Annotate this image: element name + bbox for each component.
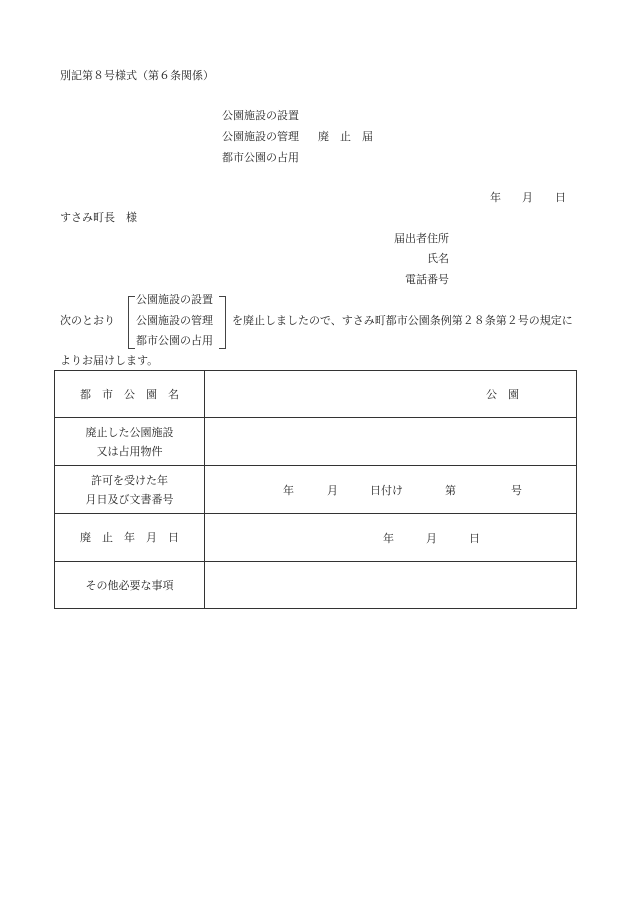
title-line-manage: 公園施設の管理 [222,130,299,143]
abolition-year: 年 [383,531,394,545]
applicant-phone-label: 電話番号 [405,273,449,286]
option-occupy: 都市公園の占用 [136,334,213,347]
other-matters-field[interactable] [205,562,577,609]
park-name-label: 都 市 公 園 名 [55,371,205,418]
abolished-facility-label-line2: 又は占用物件 [96,444,163,458]
date-day: 日 [555,191,566,204]
permit-year: 年 [283,483,294,497]
abolished-facility-label-line1: 廃止した公園施設 [85,425,174,439]
abolition-month: 月 [426,531,437,545]
title-line-install: 公園施設の設置 [222,109,299,122]
table-row [55,466,577,514]
document-title: 廃 止 届 [318,130,373,143]
abolition-date-label: 廃 止 年 月 日 [55,514,205,562]
left-bracket [128,296,135,349]
addressee: すさみ町長 様 [60,211,137,224]
applicant-address-label: 届出者住所 [394,232,449,245]
title-line-occupy: 都市公園の占用 [222,151,299,164]
permit-info-field[interactable] [205,466,577,514]
abolished-facility-label [55,418,205,466]
permit-dated: 日付け [370,483,403,497]
table-row [55,562,577,609]
abolished-facility-field[interactable] [205,418,577,466]
body-suffix: を廃止しましたので、すさみ町都市公園条例第２８条第２号の規定に [232,314,573,327]
body-prefix: 次のとおり [60,314,115,327]
table-row [55,371,577,418]
table-row [55,514,577,562]
option-install: 公園施設の設置 [136,293,213,306]
permit-go: 号 [511,483,522,497]
date-month: 月 [522,191,533,204]
date-year: 年 [490,191,501,204]
park-name-field[interactable] [205,371,577,418]
abolition-date-field[interactable] [205,514,577,562]
table-row [55,418,577,466]
notification-table [54,370,577,609]
park-suffix: 公 園 [486,388,519,401]
abolition-day: 日 [469,531,480,545]
permit-dai: 第 [445,483,456,497]
form-reference: 別記第８号様式（第６条関係） [60,69,214,82]
right-bracket [219,296,226,349]
option-manage: 公園施設の管理 [136,314,213,327]
body-continuation: よりお届けします。 [60,354,159,367]
permit-info-label [55,466,205,514]
permit-info-label-line1: 許可を受けた年 [91,473,168,487]
other-matters-label: その他必要な事項 [55,562,205,609]
permit-month: 月 [327,483,338,497]
applicant-name-label: 氏名 [427,252,449,265]
permit-info-label-line2: 月日及び文書番号 [85,492,174,506]
